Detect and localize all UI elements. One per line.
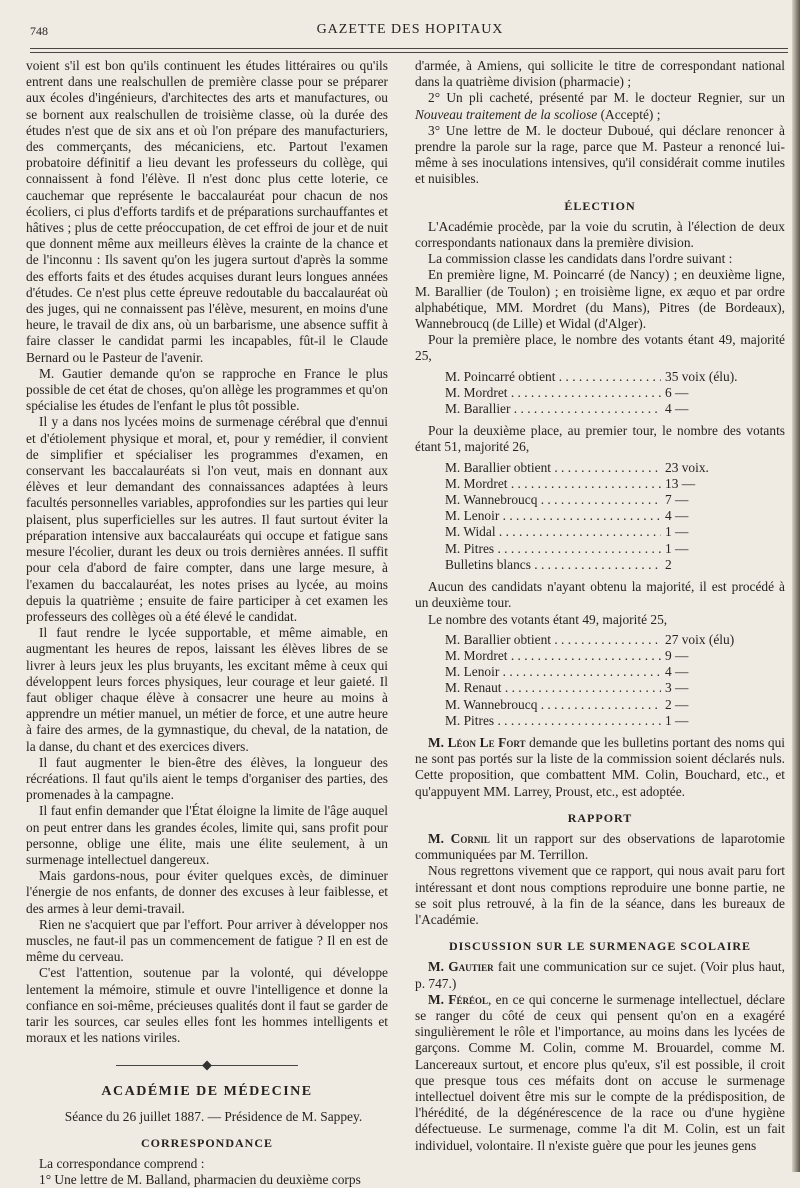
- paragraph: 3° Une lettre de M. le docteur Duboué, qui déclare renoncer à prendre la parole sur la rage, parce que M. Pasteur a renoncé lui-même à ses inoculations intensives, qu'il considérait comme inutiles et nuisibles.: [415, 122, 785, 187]
- candidate-name: M. Widal . . .: [445, 524, 661, 540]
- italic-title: Nouveau traitement de la scoliose: [415, 106, 598, 122]
- paragraph: La correspondance comprend :: [39, 1156, 205, 1171]
- text-run: (Accepté) ;: [597, 106, 661, 122]
- paragraph: Pour la deuxième place, au premier tour, le nombre des votants étant 51, majorité 26,: [415, 423, 785, 455]
- vote-table-3: [415, 632, 785, 729]
- paragraph: Aucun des candidats n'ayant obtenu la majorité, il est procédé à un deuxième tour.: [415, 579, 785, 611]
- vote-count: 4 —: [665, 401, 689, 417]
- paragraph: Le nombre des votants étant 49, majorité 25,: [428, 611, 668, 627]
- paragraph: En première ligne, M. Poincarré (de Nancy) ; en deuxième ligne, M. Barallier (de Toulon) ; en troisième ligne, ex æquo et par ordre alphabétique, MM. Mordret (du Mans), Pitres (de Bordeaux), Wannebroucq (de Lille) et Widal (d'Alger).: [415, 267, 785, 332]
- election-heading: ÉLECTION: [564, 198, 636, 213]
- vote-row: [445, 713, 745, 729]
- paragraph: Nous regrettons vivement que ce rapport, qui nous avait paru fort intéressant et dont nous comptions reproduire une bonne partie, ne se soit plus retrouvé, à la fin de la séance, dans les bureaux de l'Académie.: [415, 863, 785, 927]
- paragraph: [415, 831, 785, 863]
- running-title: GAZETTE DES HOPITAUX: [316, 22, 504, 37]
- paragraph: Il faut augmenter le bien-être des élèves, la longueur des récréations. Il faut qu'ils aient le temps d'organiser des parties, des promenades à la campagne.: [26, 754, 388, 803]
- candidate-name: M. Poincarré obtient . . .: [445, 369, 661, 385]
- candidate-name: M. Lenoir . . .: [445, 664, 661, 680]
- vote-row: [445, 557, 745, 573]
- candidate-name: M. Wannebroucq . . .: [445, 492, 661, 508]
- header-rule-bottom: [30, 52, 788, 53]
- vote-table-1: [415, 369, 785, 418]
- left-column: [26, 58, 388, 1188]
- paragraph: Pour la première place, le nombre des votants étant 49, majorité 25,: [415, 332, 785, 364]
- vote-count: 1 —: [665, 524, 689, 540]
- candidate-name: M. Lenoir . . .: [445, 508, 661, 524]
- vote-row: [445, 648, 745, 664]
- paragraph: d'armée, à Amiens, qui sollicite le titre de correspondant national dans la quatrième division (pharmacie) ;: [415, 58, 785, 90]
- vote-row: [445, 541, 745, 557]
- vote-count: 27 voix (élu): [665, 631, 735, 647]
- paragraph: Il y a dans nos lycées moins de surmenage cérébral que d'ennui et d'étiolement physique et moral, et, pour y remédier, il convient de simplifier et spécialiser les programmes d'examen, en conservant les baccalauréats si l'on veut, mais en donnant aux élèves et leur demandant des connaissances adaptées à leurs facultés personnelles variables, approfondies sur les parties qui leur plaisent, plus superficielles sur les autres. Il faut surtout éviter la préparation intensive aux baccalauréats qui occupe et fatigue sans mesure l'écolier, durant les deux ou trois dernières années. Il suffit pour cela d'abord de faire compter, dans une large mesure, à l'examen du baccalauréat, les notes prises au lycée, au moins depuis la quatrième ; ensuite de faire participer à cet examen les professeurs des collèges où a été élevé le candidat.: [26, 414, 388, 624]
- vote-count: 3 —: [665, 680, 689, 696]
- paragraph: Il faut enfin demander que l'État éloigne la limite de l'âge auquel on peut entrer dans les grandes écoles, limite qui, sans profit pour personne, oblige une élite, mais une élite seulement, à un surmenage intellectuel dangereux.: [26, 803, 388, 867]
- vote-count: 2: [665, 556, 672, 572]
- vote-row: [445, 664, 745, 680]
- vote-count: 13 —: [665, 475, 696, 491]
- section-separator: [26, 1062, 388, 1070]
- candidate-name: M. Wannebroucq . . .: [445, 697, 661, 713]
- candidate-name: M. Barallier obtient . . .: [445, 460, 661, 476]
- vote-count: 7 —: [665, 492, 689, 508]
- vote-count: 35 voix (élu).: [665, 368, 738, 384]
- speaker-name: M. Féréol: [428, 991, 488, 1007]
- candidate-name: M. Pitres . . .: [445, 541, 661, 557]
- candidate-name: Bulletins blancs . . .: [445, 557, 661, 573]
- candidate-name: M. Mordret . . .: [445, 385, 661, 401]
- vote-count: 4 —: [665, 508, 689, 524]
- paragraph: voient s'il est bon qu'ils continuent les études littéraires ou qu'ils entrent dans une realschullen de première classe pour se préparer aux écoles d'ingénieurs, d'architectes des arts et manufactures, ou se bornent aux realschullen de troisième classe, où la durée des études n'est que de six ans et où l'on prépare des manufacturiers, des commerçants, des mécaniciens, etc. Partout l'examen probatoire définitif a lieu devant les professeurs du collège, qui connaissent à fond l'élève. Il n'est donc plus cette loterie, ce cauchemar que représente le baccalauréat pour chacun de nos écoliers, ci plus d'efforts tardifs et de préparations surchauffantes et hâtives ; plus de cette préoccupation, de cet effroi de jour et de nuit que donnent même aux meilleurs élèves la crainte de la chance et de l'inconnu : Ils savent qu'on les jugera surtout d'après la somme des efforts faits et des études acquises durant leurs longues années d'études. Ce n'est plus cette épreuve redoutable du baccalauréat où des juges, qui ne connaissent pas l'élève, mesurent, en moins d'une heure, le travail de dix ans, où un barbarisme, une absence suffit à faire classer le candidat parmi les incapables, fût-il le Claude Bernard ou le Pasteur de l'avenir.: [26, 58, 388, 365]
- vote-count: 2 —: [665, 696, 689, 712]
- vote-row: [445, 680, 745, 696]
- paragraph: C'est l'attention, soutenue par la volonté, qui développe lentement la mémoire, stimule et ouvre l'intelligence et donne la confiance en soi-même, précieuses qualités dont il faut se garder de tarir les sources, car seules elles font les hommes intelligents et moraux et les nations viriles.: [26, 965, 388, 1046]
- text-run: fait une communication sur ce sujet. (Voir plus haut, p. 747.): [415, 959, 785, 991]
- paragraph: La commission classe les candidats dans l'ordre suivant :: [428, 251, 733, 267]
- candidate-name: M. Renaut . . .: [445, 680, 661, 696]
- vote-row: [445, 401, 745, 417]
- speaker-name: M. Cornil: [428, 830, 490, 846]
- vote-table-2: [415, 460, 785, 573]
- header-rule-top: [30, 48, 788, 49]
- vote-count: 4 —: [665, 664, 689, 680]
- paragraph: Il faut rendre le lycée supportable, et même aimable, en augmentant les heures de repos, laissant les élèves libres de se livrer à leurs jeux les plus bruyants, les excitant même à ceux qui développent leurs forces physiques, leur courage et leur gaieté. Il faut obliger chaque élève à consacrer une heure au moins à apprendre un métier manuel, un métier de force, et une autre heure à faire des armes, de la gymnastique, du cheval, de la natation, de la danse, du chant et des exercices divers.: [26, 625, 388, 754]
- vote-row: [445, 369, 745, 385]
- vote-row: [445, 697, 745, 713]
- candidate-name: M. Mordret . . .: [445, 476, 661, 492]
- correspondance-heading: CORRESPONDANCE: [140, 1135, 273, 1150]
- vote-row: [445, 492, 745, 508]
- page-edge-shadow: [792, 0, 800, 1172]
- academie-heading: ACADÉMIE DE MÉDECINE: [101, 1084, 313, 1100]
- paragraph: [415, 959, 785, 991]
- candidate-name: M. Mordret . . .: [445, 648, 661, 664]
- paragraph: 1° Une lettre de M. Balland, pharmacien du deuxième corps: [39, 1172, 361, 1188]
- vote-row: [445, 508, 745, 524]
- text-run: lit un rapport sur des observations de laparotomie communiquées par M. Terrillon.: [415, 830, 785, 863]
- discussion-heading: DISCUSSION SUR LE SURMENAGE SCOLAIRE: [448, 939, 752, 954]
- vote-row: [445, 476, 745, 492]
- text-run: 2° Un pli cacheté, présenté par M. le docteur Regnier, sur un: [428, 90, 785, 106]
- text-run: demande que les bulletins portant des noms qui ne sont pas portés sur la liste de la commission soient déclarés nuls. Cette proposition, que combattent MM. Colin, Bouchard, etc., et qu'appuyent MM. Larrey, Proust, etc., est adoptée.: [415, 734, 786, 799]
- vote-row: [445, 385, 745, 401]
- vote-row: [445, 632, 745, 648]
- candidate-name: M. Barallier . . .: [445, 401, 661, 417]
- paragraph: L'Académie procède, par la voie du scrutin, à l'élection de deux correspondants nationaux dans la première division.: [415, 218, 785, 251]
- paragraph: Mais gardons-nous, pour éviter quelques excès, de diminuer l'énergie de nos enfants, de donner des excuses à leur faiblesse, et des armes à leur demi-travail.: [26, 868, 388, 916]
- paragraph: [415, 992, 785, 1154]
- vote-row: [445, 524, 745, 540]
- text-run: , en ce qui concerne le surmenage intellectuel, déclare se ranger du côté de ceux qui pensent qu'on en a exagéré singulièrement le rôle et l'importance, au moins dans les lycées de garçons. Comme M. Colin, comme M. Brouardel, comme M. Lancereaux surtout, et encore plus qu'eux, s'il est possible, il croit que presque tous ces méfaits dont on accuse le surmenage intellectuel doivent être mis sur le compte de la prédisposition, de l'hérédité, de la dégénérescence de la race ou d'une hygiène défectueuse. Le surmenage, comme l'a dit M. Colin, est un fait individuel, volontaire. Il n'existe guère que pour les jeunes gens: [415, 991, 785, 1153]
- vote-count: 1 —: [665, 712, 689, 728]
- paragraph: [415, 90, 785, 122]
- paragraph: Rien ne s'acquiert que par l'effort. Pour arriver à développer nos muscles, ne faut-il pas un commencement de fatigue ? Il en est de même du cerveau.: [26, 916, 388, 965]
- vote-count: 1 —: [665, 540, 689, 556]
- seance-line: Séance du 26 juillet 1887. — Présidence de M. Sappey.: [64, 1108, 363, 1124]
- vote-count: 9 —: [665, 647, 689, 663]
- candidate-name: M. Pitres . . .: [445, 713, 661, 729]
- right-column: [415, 58, 785, 1154]
- vote-row: [445, 460, 745, 476]
- paragraph: [415, 735, 785, 800]
- vote-count: 23 voix.: [665, 459, 709, 475]
- speaker-name: M. Léon Le Fort: [428, 734, 526, 750]
- paragraph: M. Gautier demande qu'on se rapproche en France le plus possible de cet état de choses, qu'on allège les programmes et qu'on spécialise les études de l'enfant le plus tôt possible.: [26, 365, 388, 414]
- candidate-name: M. Barallier obtient . . .: [445, 632, 661, 648]
- page-number: 748: [30, 24, 48, 38]
- rapport-heading: RAPPORT: [567, 810, 633, 825]
- vote-count: 6 —: [665, 384, 689, 400]
- page-header: [30, 20, 790, 46]
- speaker-name: M. Gautier: [428, 959, 494, 975]
